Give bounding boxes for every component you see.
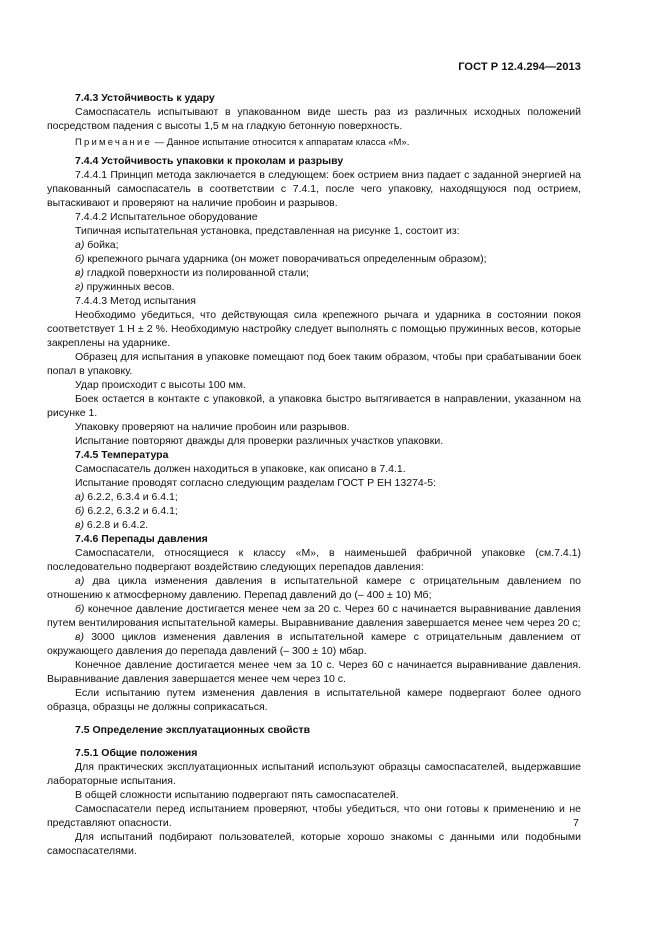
paragraph: Боек остается в контакте с упаковкой, а упаковка быстро вытягивается в направлении, указанном на рисунке 1. [47,393,581,419]
heading-7-4-6: 7.4.6 Перепады давления [75,533,208,545]
list-marker: б) [75,603,85,615]
paragraph: В общей сложности испытанию подвергают пять самоспасателей. [75,789,399,801]
paragraph: Самоспасатели, относящиеся к классу «М», в наименьшей фабричной упаковке (см.7.4.1) последовательно подвергают воздействию следующих перепадов давления: [47,547,581,573]
list-item-text: конечное давление достигается менее чем за 20 с. Через 60 с начинается выравнивание давления путем вентилирования испытательной камеры. Выравнивание давления завершается менее чем через 20 с; [47,603,581,629]
paragraph: 7.4.4.1 Принцип метода заключается в следующем: боек острием вниз падает с заданной энергией на упакованный самоспасатель в соответствии с 7.4.1, после чего упаковку, находящуюся под острием, вытаскивают и проверяют на наличие пробоин и разрывов. [47,169,581,209]
list-item-text: гладкой поверхности из полированной стали; [83,267,309,279]
section-spacer [47,737,581,746]
paragraph: Самоспасатели перед испытанием проверяют, чтобы убедиться, что они готовы к применению и не представляют опасности. [47,803,581,829]
paragraph: Для испытаний подбирают пользователей, которые хорошо знакомы с данными или подобными самоспасателями. [47,831,581,857]
list-marker: г) [75,281,84,293]
heading-7-4-3: 7.4.3 Устойчивость к удару [75,92,215,104]
list-item-text: пружинных весов. [83,281,175,293]
heading-7-5-1: 7.5.1 Общие положения [75,747,198,759]
list-item-text: 6.2.2, 6.3.4 и 6.4.1; [84,491,178,503]
list-item-text: 3000 циклов изменения давления в испытательной камере с отрицательным давлением от окружающего давления до перепада давлений (– 300 ± 10) мбар. [47,631,581,657]
paragraph: Самоспасатель испытывают в упакованном виде шесть раз из различных исходных положений посредством падения с высоты 1,5 м на гладкую бетонную поверхность. [47,106,581,132]
list-marker: в) [75,631,84,643]
list-marker: а) [75,491,85,503]
subsection-title: 7.4.4.3 Метод испытания [75,295,196,307]
list-item-text: 6.2.2, 6.3.2 и 6.4.1; [84,505,178,517]
list-marker: б) [75,253,85,265]
list-item-text: два цикла изменения давления в испытательной камере с отрицательным давлением по отношению к атмосферному давлению. Перепад давлений до (– 400 ± 10) Мб; [47,575,581,601]
note-label: Примечание [75,137,152,148]
paragraph: Типичная испытательная установка, представленная на рисунке 1, состоит из: [75,225,460,237]
paragraph: Испытание повторяют дважды для проверки различных участков упаковки. [75,435,444,447]
paragraph: Конечное давление достигается менее чем за 10 с. Через 60 с начинается выравнивание давления. Выравнивание давления завершается менее чем через 10 с. [47,659,581,685]
list-marker: а) [75,239,85,251]
list-item [47,630,581,658]
list-item [47,252,581,266]
paragraph: Если испытанию путем изменения давления в испытательной камере подвергают более одного образца, образцы не должны соприкасаться. [47,687,581,713]
list-marker: в) [75,519,84,531]
note-text: — Данное испытание относится к аппаратам класса «М». [152,137,410,148]
paragraph: Необходимо убедиться, что действующая сила крепежного рычага и ударника в состоянии покоя соответствует 1 Н ± 2 %. Необходимую настройку следует выполнять с помощью пружинных весов, которые закреплены на ударнике. [47,309,581,349]
list-item-text: крепежного рычага ударника (он может поворачиваться определенным образом); [84,253,487,265]
list-marker: а) [75,575,85,587]
list-marker: б) [75,505,85,517]
paragraph: Испытание проводят согласно следующим разделам ГОСТ Р ЕН 13274-5: [75,477,436,489]
heading-7-5: 7.5 Определение эксплуатационных свойств [75,724,311,736]
heading-7-4-4: 7.4.4 Устойчивость упаковки к проколам и разрыву [75,155,344,167]
heading-7-4-5: 7.4.5 Температура [75,449,169,461]
list-item-text: 6.2.8 и 6.4.2. [83,519,149,531]
list-item [47,602,581,630]
paragraph: Удар происходит с высоты 100 мм. [75,379,246,391]
page-number: 7 [573,817,579,829]
list-item [47,574,581,602]
list-item [47,238,581,252]
paragraph: Самоспасатель должен находиться в упаковке, как описано в 7.4.1. [75,463,406,475]
paragraph: Образец для испытания в упаковке помещают под боек таким образом, чтобы при срабатывании боек попал в упаковку. [47,351,581,377]
standard-header: ГОСТ Р 12.4.294—2013 [458,61,581,73]
paragraph: Упаковку проверяют на наличие пробоин или разрывов. [75,421,350,433]
paragraph: Для практических эксплуатационных испытаний используют образцы самоспасателей, выдержавшие лабораторные испытания. [47,761,581,787]
subsection-title: 7.4.4.2 Испытательное оборудование [75,211,258,223]
list-marker: в) [75,267,84,279]
list-item [47,490,581,504]
list-item [47,266,581,280]
document-body [47,91,581,858]
list-item [47,518,581,532]
note [47,136,581,150]
list-item [47,504,581,518]
list-item [47,280,581,294]
section-spacer [47,714,581,723]
list-item-text: бойка; [84,239,119,251]
